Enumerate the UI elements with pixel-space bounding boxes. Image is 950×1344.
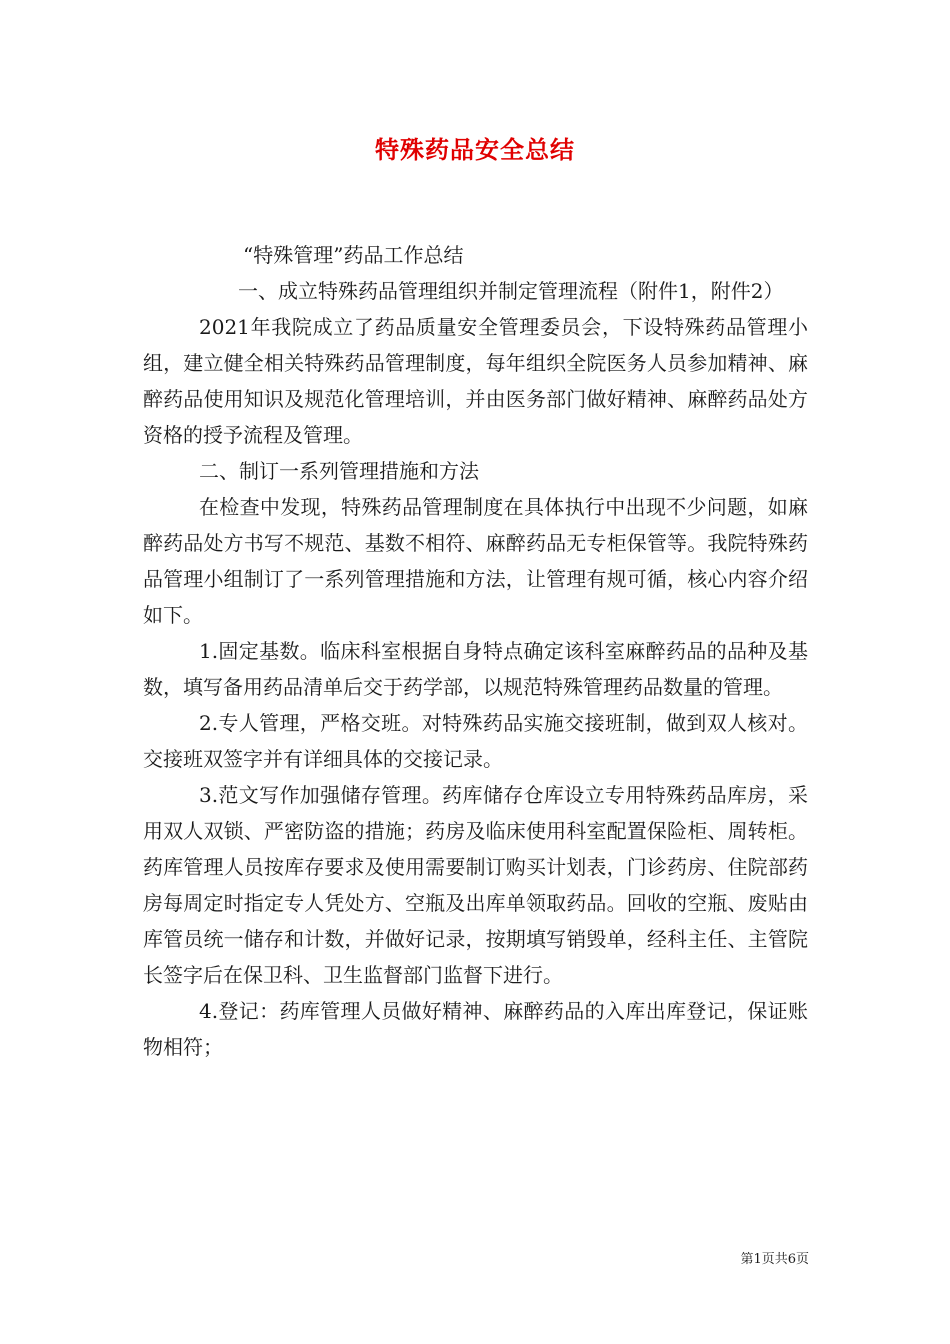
list-item: 1.固定基数。临床科室根据自身特点确定该科室麻醉药品的品种及基数，填写备用药品清单后交于药学部，以规范特殊管理药品数量的管理。	[143, 639, 808, 699]
section-heading-1: 一、成立特殊药品管理组织并制定管理流程（附件1，附件2）	[238, 279, 784, 303]
section-heading-2: 二、制订一系列管理措施和方法	[199, 459, 479, 483]
list-item: 2.专人管理，严格交班。对特殊药品实施交接班制，做到双人核对。交接班双签字并有详细具体的交接记录。	[143, 711, 808, 771]
paragraph: 2021年我院成立了药品质量安全管理委员会，下设特殊药品管理小组，建立健全相关特殊药品管理制度，每年组织全院医务人员参加精神、麻醉药品使用知识及规范化管理培训，并由医务部门做好精神、麻醉药品处方资格的授予流程及管理。	[143, 315, 808, 447]
document-body	[143, 237, 808, 1065]
paragraph: 在检查中发现，特殊药品管理制度在具体执行中出现不少问题，如麻醉药品处方书写不规范、基数不相符、麻醉药品无专柜保管等。我院特殊药品管理小组制订了一系列管理措施和方法，让管理有规可循，核心内容介绍如下。	[143, 495, 808, 627]
page-number: 第1页共6页	[740, 1252, 809, 1267]
document-title: 特殊药品安全总结	[375, 136, 575, 164]
list-item: 4.登记：药库管理人员做好精神、麻醉药品的入库出库登记，保证账物相符；	[143, 999, 808, 1059]
list-item: 3.范文写作加强储存管理。药库储存仓库设立专用特殊药品库房，采用双人双锁、严密防盗的措施；药房及临床使用科室配置保险柜、周转柜。药库管理人员按库存要求及使用需要制订购买计划表，门诊药房、住院部药房每周定时指定专人凭处方、空瓶及出库单领取药品。回收的空瓶、废贴由库管员统一储存和计数，并做好记录，按期填写销毁单，经科主任、主管院长签字后在保卫科、卫生监督部门监督下进行。	[143, 783, 808, 987]
document-subtitle: “特殊管理”药品工作总结	[243, 243, 464, 267]
